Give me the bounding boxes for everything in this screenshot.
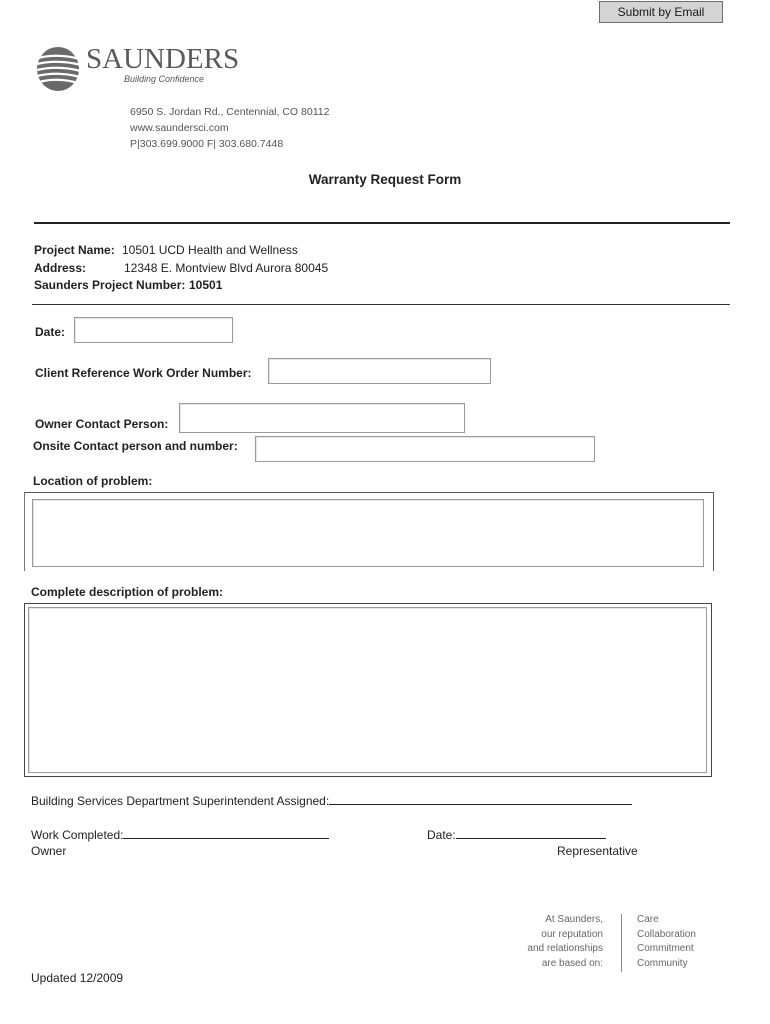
title-divider [34,222,730,224]
location-label: Location of problem: [33,474,153,488]
footer-date-label: Date: [427,828,456,842]
motto-divider [621,914,622,972]
company-logo [36,43,240,94]
project-divider [32,304,730,305]
company-phone: P|303.699.9000 F| 303.680.7448 [130,138,284,150]
owner-label: Owner [31,844,67,858]
owner-contact-label: Owner Contact Person: [35,417,169,431]
work-completed-blank[interactable] [123,826,329,839]
work-completed-label: Work Completed: [31,828,124,842]
description-label: Complete description of problem: [31,585,224,599]
address-label: Address: [34,261,87,275]
superintendent-label: Building Services Department Superintendent Assigned: [31,794,330,808]
submit-by-email-button[interactable]: Submit by Email [599,1,723,23]
project-name-label: Project Name: [34,243,115,257]
date-label: Date: [35,325,66,339]
footer-date-line [427,826,606,842]
onsite-contact-label: Onsite Contact person and number: [33,439,238,453]
location-input[interactable] [32,499,704,567]
project-number-value: 10501 [189,278,223,292]
work-completed-line [31,826,329,842]
company-website[interactable]: www.saundersci.com [130,122,229,134]
onsite-contact-input[interactable] [255,436,595,462]
form-title: Warranty Request Form [308,172,462,187]
motto-right: Care Collaboration Commitment Community [637,914,696,969]
date-input[interactable] [74,317,233,343]
client-reference-input[interactable] [268,358,491,384]
client-reference-label: Client Reference Work Order Number: [35,366,252,380]
logo-wordmark: SAUNDERS [86,43,240,75]
company-address: 6950 S. Jordan Rd., Centennial, CO 80112 [130,106,330,118]
superintendent-blank[interactable] [329,792,632,805]
motto-left: At Saunders, our reputation and relationships are based on: [527,914,603,969]
representative-label: Representative [557,844,638,858]
superintendent-line [31,792,632,808]
address-value: 12348 E. Montview Blvd Aurora 80045 [124,261,329,275]
project-name-value: 10501 UCD Health and Wellness [122,243,298,257]
owner-contact-input[interactable] [179,403,465,433]
logo-tagline: Building Confidence [124,74,205,84]
description-input[interactable] [28,607,707,773]
saunders-swoosh-icon [36,44,82,94]
project-number-label: Saunders Project Number: [34,278,186,292]
footer-date-blank[interactable] [456,826,606,839]
updated-date: Updated 12/2009 [31,971,124,985]
